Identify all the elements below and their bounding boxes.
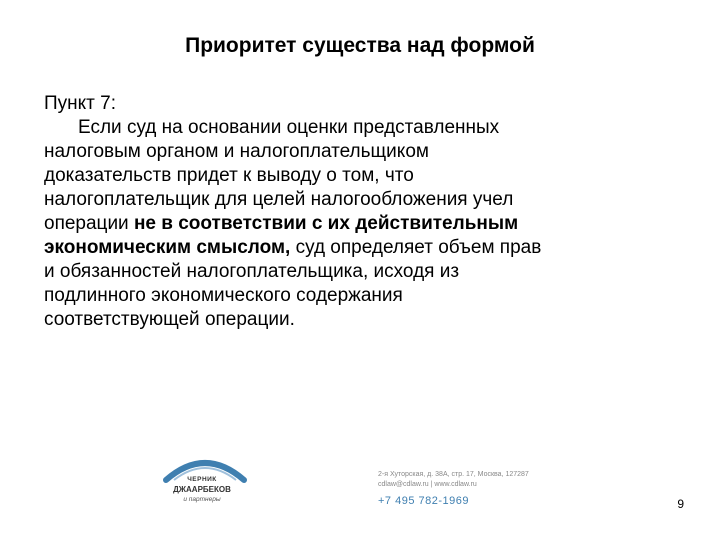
body-line: налогоплательщик для целей налогообложения учел bbox=[44, 189, 514, 210]
body-text-bold: не в соответствии с их действительным bbox=[133, 213, 519, 234]
logo-line-1: ЧЕРНИК bbox=[187, 476, 217, 483]
body-line: Если суд на основании оценки представленных bbox=[78, 117, 500, 138]
body-text-bold: экономическим смыслом, bbox=[44, 237, 291, 258]
body-line: соответствующей операции. bbox=[44, 309, 295, 330]
body-line: подлинного экономического содержания bbox=[44, 285, 403, 306]
body-line: налоговым органом и налогоплательщиком bbox=[44, 141, 429, 162]
contact-web: cdlaw@cdlaw.ru | www.cdlaw.ru bbox=[378, 481, 477, 488]
slide-title: Приоритет существа над формой bbox=[185, 34, 535, 57]
logo-line-3: и партнеры bbox=[183, 496, 221, 503]
logo-line-2: ДЖААРБЕКОВ bbox=[173, 485, 231, 494]
body-line: доказательств придет к выводу о том, что bbox=[44, 165, 414, 186]
contact-info bbox=[378, 470, 608, 490]
contact-address: 2-я Хуторская, д. 38А, стр. 17, Москва, 127287 bbox=[378, 471, 529, 478]
body-line: и обязанностей налогоплательщика, исходя из bbox=[44, 261, 460, 282]
body-line bbox=[44, 212, 684, 236]
slide-body bbox=[44, 92, 684, 332]
body-line bbox=[44, 236, 684, 260]
body-text-normal: операции bbox=[44, 213, 134, 234]
body-text-normal: суд определяет объем прав bbox=[290, 237, 542, 258]
contact-phone: +7 495 782-1969 bbox=[378, 495, 469, 507]
body-heading: Пункт 7: bbox=[44, 93, 117, 114]
page-number: 9 bbox=[677, 497, 684, 511]
